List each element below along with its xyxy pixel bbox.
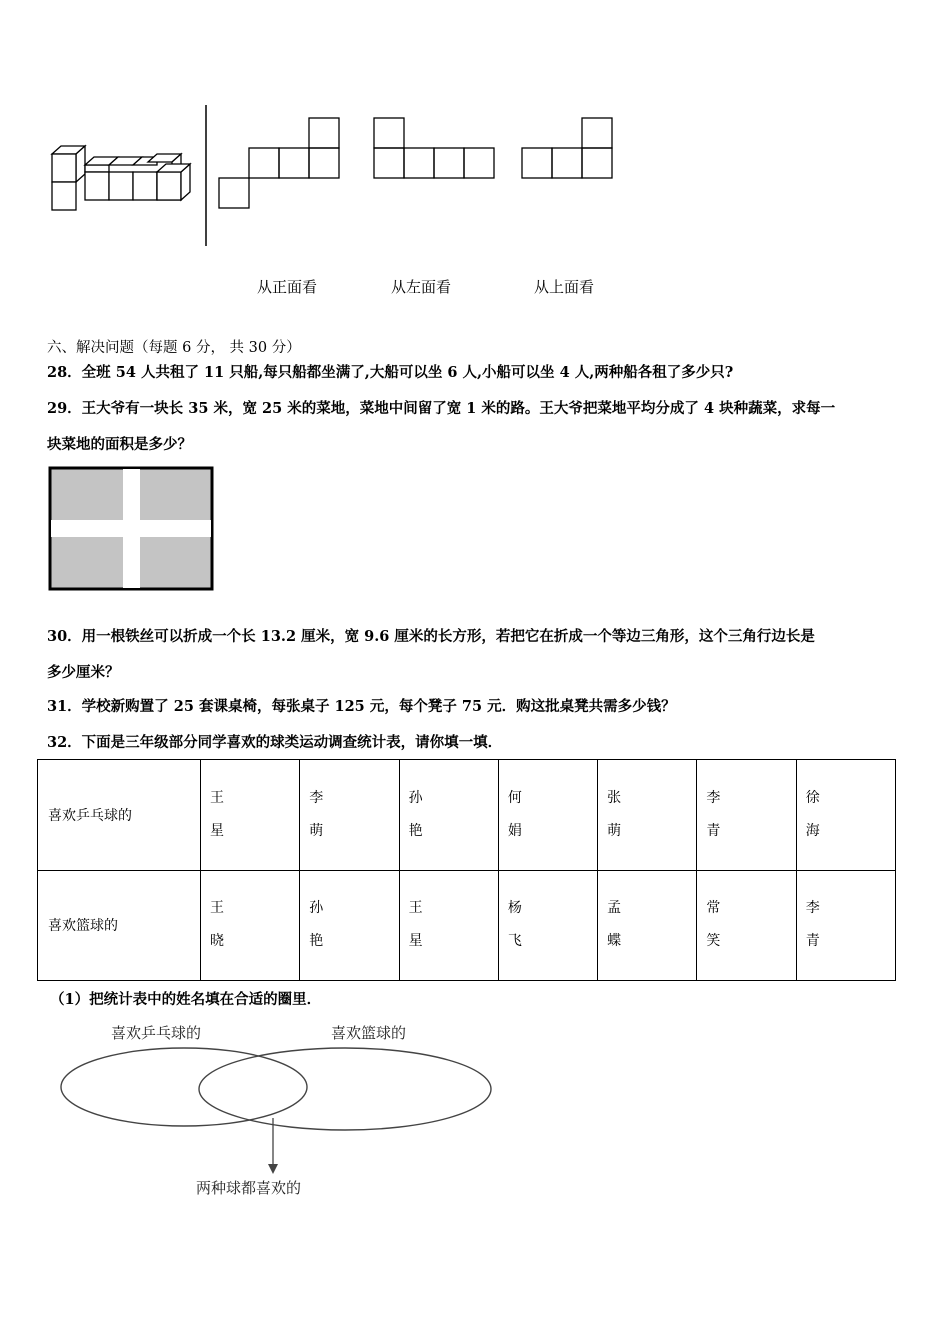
venn-left-label: 喜欢乒乓球的 bbox=[111, 1024, 202, 1042]
question-30-line1: 30．用一根铁丝可以折成一个长 13.2 厘米，宽 9.6 厘米的长方形，若把它在折成一个等边三角形，这个三角行边长是 bbox=[47, 628, 815, 645]
name-cell: 孙 艳 bbox=[399, 760, 498, 871]
venn-both-label: 两种球都喜欢的 bbox=[196, 1179, 302, 1197]
row-header: 喜欢乒乓球的 bbox=[38, 760, 201, 871]
table-row bbox=[38, 760, 896, 871]
survey-table bbox=[37, 759, 896, 981]
front-view-label: 从正面看 bbox=[257, 278, 318, 296]
name-cell: 李 青 bbox=[697, 760, 796, 871]
venn-left-ellipse bbox=[61, 1048, 307, 1126]
sub-question-1: （1）把统计表中的姓名填在合适的圈里． bbox=[50, 991, 322, 1008]
name-cell: 王 星 bbox=[201, 760, 300, 871]
horizontal-road bbox=[51, 520, 211, 537]
name-cell: 李 青 bbox=[796, 870, 895, 981]
name-cell: 常 笑 bbox=[697, 870, 796, 981]
field-diagram bbox=[48, 466, 216, 592]
left-view-label: 从左面看 bbox=[391, 278, 452, 296]
table-row bbox=[38, 870, 896, 981]
question-29-line2: 块菜地的面积是多少？ bbox=[47, 436, 192, 453]
name-cell: 孟 蝶 bbox=[598, 870, 697, 981]
question-32: 32．下面是三年级部分同学喜欢的球类运动调查统计表，请你填一填． bbox=[47, 734, 503, 751]
top-view-label: 从上面看 bbox=[534, 278, 595, 296]
name-cell: 张 萌 bbox=[598, 760, 697, 871]
question-29-line1: 29．王大爷有一块长 35 米，宽 25 米的菜地，菜地中间留了宽 1 米的路。王大爷把菜地平均分成了 4 块种蔬菜，求每一 bbox=[47, 400, 836, 417]
front-view-grid bbox=[219, 118, 339, 208]
venn-diagram bbox=[55, 1040, 500, 1180]
question-28: 28．全班 54 人共租了 11 只船,每只船都坐满了,大船可以坐 6 人,小船可以坐 4 人,两种船各租了多少只? bbox=[47, 364, 734, 381]
name-cell: 王 晓 bbox=[201, 870, 300, 981]
cube-views-figure bbox=[40, 100, 640, 250]
name-cell: 王 星 bbox=[399, 870, 498, 981]
venn-right-ellipse bbox=[199, 1048, 491, 1130]
row-header: 喜欢篮球的 bbox=[38, 870, 201, 981]
question-31: 31．学校新购置了 25 套课桌椅，每张桌子 125 元，每个凳子 75 元．购这批桌凳共需多少钱？ bbox=[47, 698, 676, 715]
venn-right-label: 喜欢篮球的 bbox=[331, 1024, 407, 1042]
name-cell: 李 萌 bbox=[300, 760, 399, 871]
top-view-grid bbox=[522, 118, 612, 178]
question-30-line2: 多少厘米？ bbox=[47, 664, 120, 681]
left-view-grid bbox=[374, 118, 494, 178]
name-cell: 杨 飞 bbox=[498, 870, 597, 981]
name-cell: 何 娟 bbox=[498, 760, 597, 871]
isometric-cubes bbox=[52, 146, 190, 210]
name-cell: 孙 艳 bbox=[300, 870, 399, 981]
arrow-head bbox=[268, 1164, 278, 1174]
name-cell: 徐 海 bbox=[796, 760, 895, 871]
section-title: 六、解决问题（每题 6 分， 共 30 分） bbox=[47, 340, 301, 356]
